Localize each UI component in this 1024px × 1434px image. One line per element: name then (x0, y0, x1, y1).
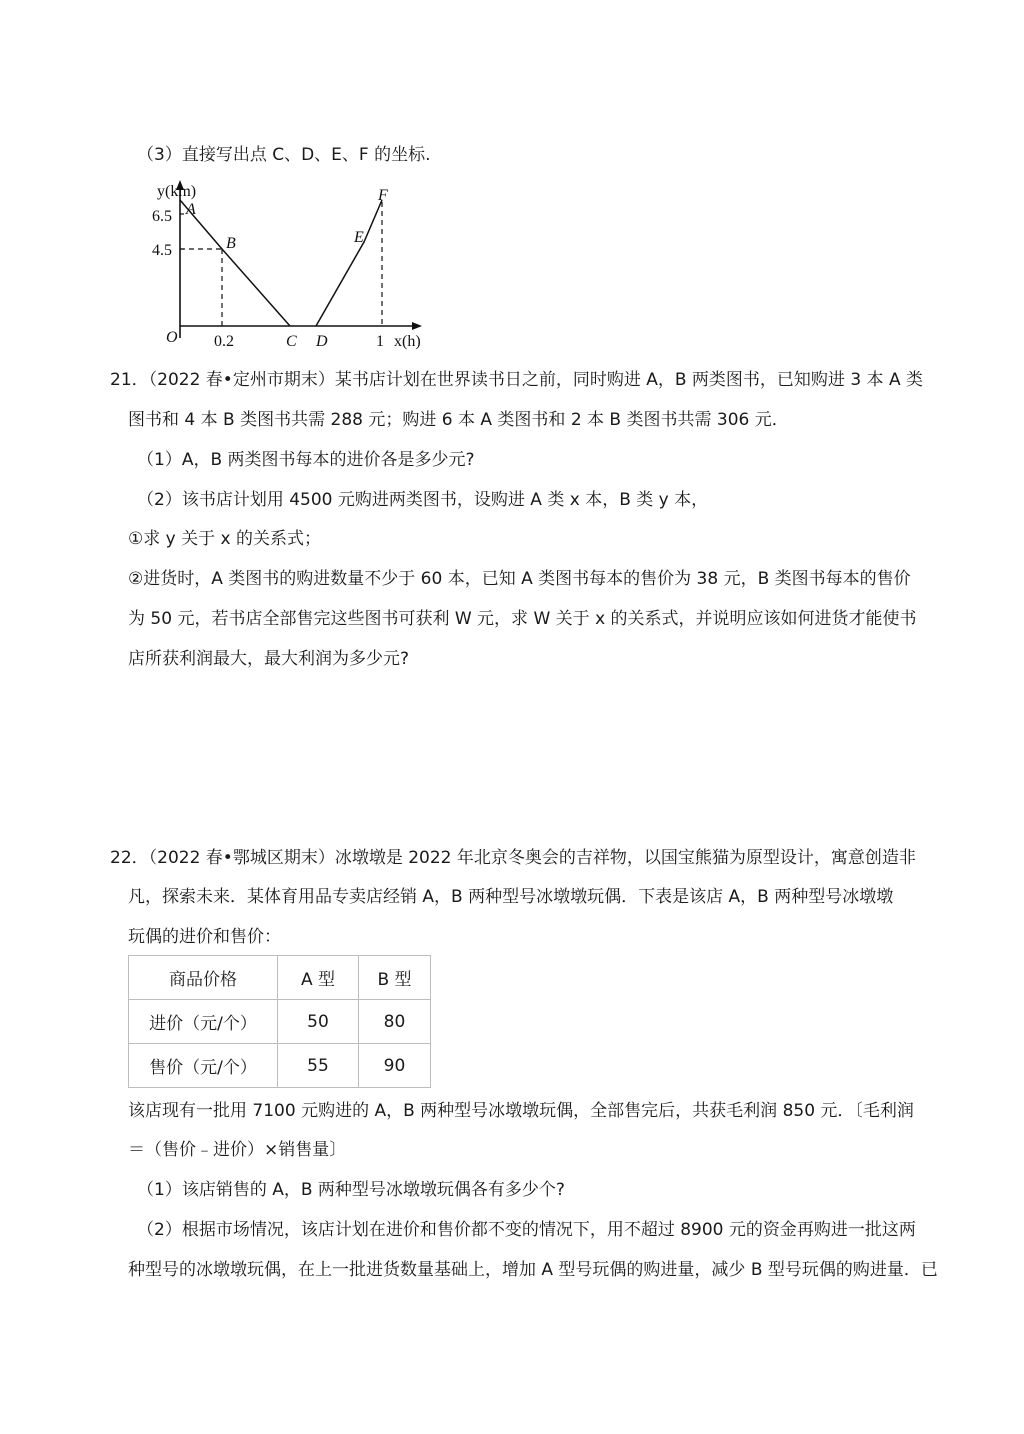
q21-sub2-line3: 店所获利润最大，最大利润为多少元? (128, 649, 410, 669)
price-table (128, 955, 431, 1088)
segment-a-b-c (180, 200, 290, 326)
q22-after2: ＝（售价﹣进价）×销售量〕 (128, 1140, 347, 1160)
point-a-label: A (186, 201, 196, 218)
q22-after1: 该店现有一批用 7100 元购进的 A，B 两种型号冰墩墩玩偶，全部售完后，共获毛利润 850 元．〔毛利润 (128, 1101, 914, 1121)
origin-label: O (166, 329, 178, 346)
q22-part1: （1）该店销售的 A，B 两种型号冰墩墩玩偶各有多少个? (137, 1180, 565, 1200)
x-tick-1: 1 (376, 333, 384, 350)
x-axis-label: x(h) (394, 333, 421, 350)
q22-line2: 凡，探索未来．某体育用品专卖店经销 A，B 两种型号冰墩墩玩偶．下表是该店 A，B 两种型号冰墩墩 (128, 887, 894, 907)
q22-part2-line1: （2）根据市场情况，该店计划在进价和售价都不变的情况下，用不超过 8900 元的资金再购进一批这两 (137, 1220, 916, 1240)
q21-part1: （1）A，B 两类图书每本的进价各是多少元? (137, 450, 475, 470)
table-cell: 80 (359, 1000, 431, 1044)
point-f-label: F (378, 187, 388, 204)
q22-line1: 22．（2022 春•鄂城区期末）冰墩墩是 2022 年北京冬奥会的吉祥物，以国宝熊猫为原型设计，寓意创造非 (110, 848, 916, 868)
table-header-cell: 商品价格 (129, 956, 278, 1000)
distance-time-graph (150, 178, 440, 353)
table-row (129, 1000, 431, 1044)
table-header-cell: A 型 (278, 956, 359, 1000)
point-d-label: D (316, 333, 328, 350)
table-cell: 50 (278, 1000, 359, 1044)
q21-line2: 图书和 4 本 B 类图书共需 288 元；购进 6 本 A 类图书和 2 本 B 类图书共需 306 元． (128, 410, 789, 430)
point-c-label: C (286, 333, 297, 350)
q20-part3: （3）直接写出点 C、D、E、F 的坐标. (137, 145, 431, 165)
x-tick-02: 0.2 (214, 333, 234, 350)
q21-line1: 21．（2022 春•定州市期末）某书店计划在世界读书日之前，同时购进 A，B 两类图书，已知购进 3 本 A 类 (110, 370, 923, 390)
table-header-row (129, 956, 431, 1000)
q21-sub2-line1: ②进货时，A 类图书的购进数量不少于 60 本，已知 A 类图书每本的售价为 38 元，B 类图书每本的售价 (128, 569, 911, 589)
table-row (129, 1044, 431, 1088)
q22-line3: 玩偶的进价和售价： (128, 927, 281, 947)
q22-part2-line2: 种型号的冰墩墩玩偶，在上一批进货数量基础上，增加 A 型号玩偶的购进量，减少 B 型号玩偶的购进量．已 (128, 1260, 938, 1280)
point-e-label: E (354, 229, 364, 246)
x-axis-arrow (412, 322, 422, 330)
y-tick-45: 4.5 (152, 242, 172, 259)
y-axis-label: y(km) (157, 183, 197, 200)
table-header-cell: B 型 (359, 956, 431, 1000)
segment-d-e-f (316, 200, 382, 326)
q21-sub2-line2: 为 50 元，若书店全部售完这些图书可获利 W 元，求 W 关于 x 的关系式，并说明应该如何进货才能使书 (128, 609, 917, 629)
q21-sub1: ①求 y 关于 x 的关系式； (128, 529, 321, 549)
table-cell: 进价（元/个） (129, 1000, 278, 1044)
q21-part2: （2）该书店计划用 4500 元购进两类图书，设购进 A 类 x 本，B 类 y 本， (137, 490, 709, 510)
table-cell: 90 (359, 1044, 431, 1088)
table-cell: 55 (278, 1044, 359, 1088)
y-tick-65: 6.5 (152, 208, 172, 225)
point-b-label: B (226, 235, 236, 252)
table-cell: 售价（元/个） (129, 1044, 278, 1088)
